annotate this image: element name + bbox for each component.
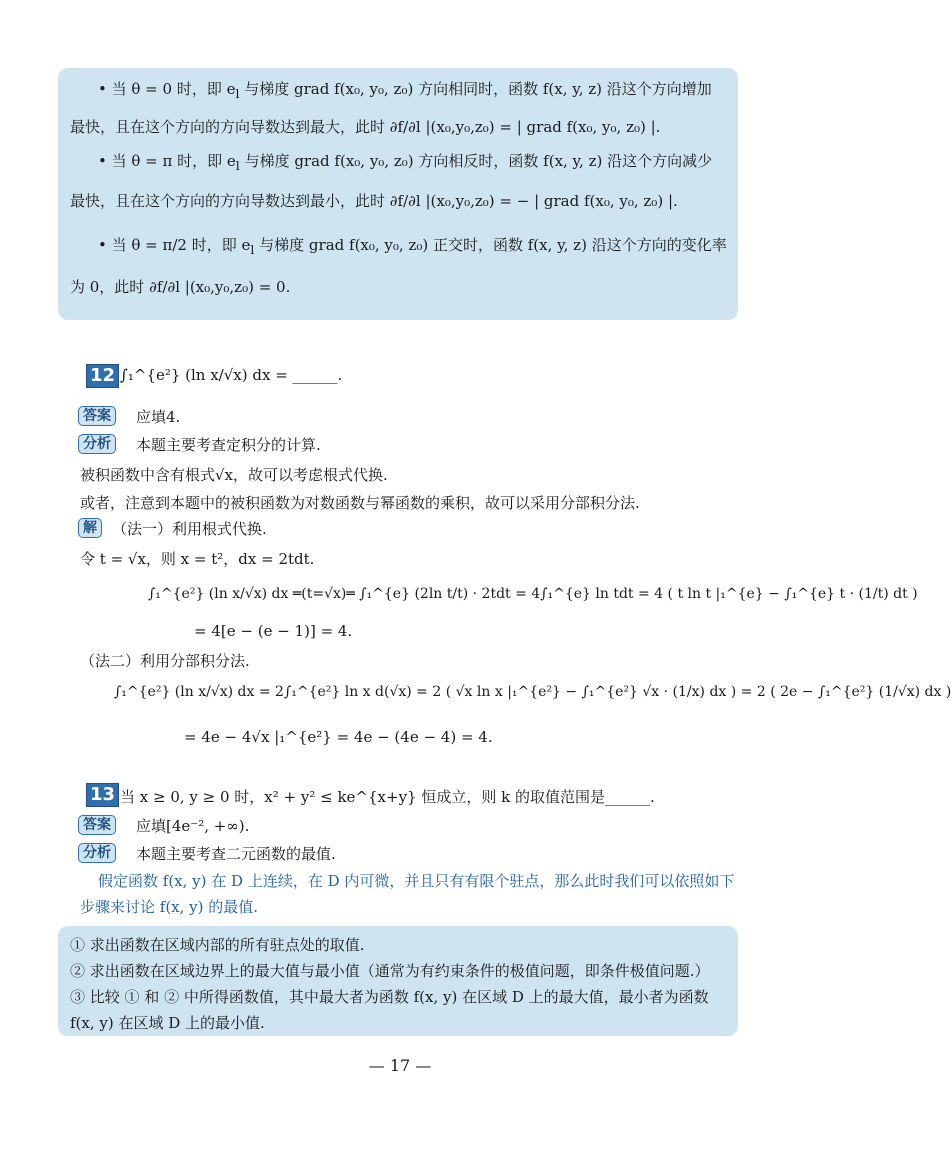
question-number-13: 13 [86,783,119,807]
q13-question: 当 x ≥ 0, y ≥ 0 时，x² + y² ≤ ke^{x+y} 恒成立，则 k 的取值范围是______. [120,788,655,806]
q12-method-1: （法一）利用根式代换. [112,520,267,538]
solution-tag: 解 [78,518,102,538]
q13-analysis: 本题主要考查二元函数的最值. [136,845,336,863]
q12-line-2: 或者，注意到本题中的被积函数为对数函数与幂函数的乘积，故可以采用分部积分法. [80,494,640,512]
q12-equation-4: = 4e − 4√x |₁^{e²} = 4e − (4e − 4) = 4. [184,728,493,746]
step-1: ① 求出函数在区域内部的所有驻点处的取值. [70,936,365,954]
step-2: ② 求出函数在区域边界上的最大值与最小值（通常为有约束条件的极值问题，即条件极值问题.） [70,962,710,980]
question-number-12: 12 [86,364,119,388]
q12-line-1: 被积函数中含有根式√x，故可以考虑根式代换. [80,466,388,484]
tip-line-3: • 当 θ = π 时，即 $e_l$ 与梯度 grad f(x₀, y₀, z₀) 方向相反时，函数 f(x, y, z) 沿这个方向减少 [98,152,713,173]
q12-equation-3: ∫₁^{e²} (ln x/√x) dx = 2∫₁^{e²} ln x d(√x) = 2 ( √x ln x |₁^{e²} − ∫₁^{e²} √x · (1/x) dx ) = 2 ( 2e − ∫₁^{e²} (1/√x) dx ) [114,684,951,700]
q12-analysis: 本题主要考查定积分的计算. [136,436,321,454]
tip-line-1: • 当 θ = 0 时，即 $e_l$ 与梯度 grad f(x₀, y₀, z₀) 方向相同时，函数 f(x, y, z) 沿这个方向增加 [98,80,712,101]
tip-line-2: 最快，且在这个方向的方向导数达到最大，此时 ∂f/∂l |(x₀,y₀,z₀) = | grad f(x₀, y₀, z₀) |. [70,118,661,136]
tip-line-6: 为 0，此时 ∂f/∂l |(x₀,y₀,z₀) = 0. [70,278,291,296]
step-3: ③ 比较 ① 和 ② 中所得函数值，其中最大者为函数 f(x, y) 在区域 D 上的最大值，最小者为函数 [70,988,709,1006]
q12-answer: 应填4. [136,408,181,426]
q12-equation-2: = 4[e − (e − 1)] = 4. [194,622,353,640]
tip-line-5: • 当 θ = π/2 时，即 $e_l$ 与梯度 grad f(x₀, y₀, z₀) 正交时，函数 f(x, y, z) 沿这个方向的变化率 [98,236,727,257]
answer-tag-13: 答案 [78,815,116,835]
step-3-cont: f(x, y) 在区域 D 上的最小值. [70,1014,265,1032]
q12-equation-1: ∫₁^{e²} (ln x/√x) dx ═(t=√x)═ ∫₁^{e} (2ln t/t) · 2tdt = 4∫₁^{e} ln tdt = 4 ( t ln t |₁^{e} − ∫₁^{e} t · (1/t) dt ) [148,586,918,602]
q13-blue-line-2: 步骤来讨论 f(x, y) 的最值. [80,898,259,916]
tip-line-4: 最快，且在这个方向的方向导数达到最小，此时 ∂f/∂l |(x₀,y₀,z₀) = − | grad f(x₀, y₀, z₀) |. [70,192,678,210]
analysis-tag-13: 分析 [78,843,116,863]
q12-question: ∫₁^{e²} (ln x/√x) dx = ______. [120,366,343,384]
page-number: — 17 — [368,1056,432,1075]
answer-tag-12: 答案 [78,406,116,426]
q12-method-2: （法二）利用分部积分法. [80,652,250,670]
q13-blue-line-1: 假定函数 f(x, y) 在 D 上连续，在 D 内可微，并且只有有限个驻点，那么此时我们可以依照如下 [98,872,735,890]
q12-substitution: 令 t = √x，则 x = t²，dx = 2tdt. [80,550,315,568]
analysis-tag-12: 分析 [78,434,116,454]
q13-answer: 应填[4e⁻², +∞). [136,817,250,835]
